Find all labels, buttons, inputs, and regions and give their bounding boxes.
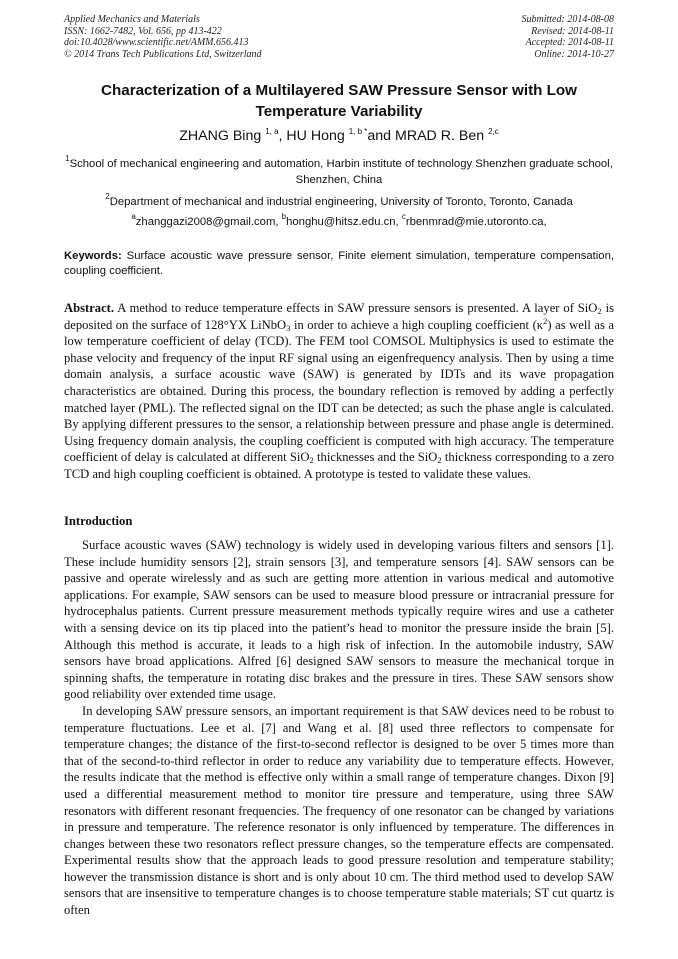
subscript: 2: [597, 306, 602, 316]
author-2: HU Hong: [286, 128, 349, 144]
affiliation-1-number: 1: [65, 154, 70, 163]
author-1: ZHANG Bing: [179, 128, 266, 144]
paragraph: In developing SAW pressure sensors, an important requirement is that SAW devices need to be robust to temperature fluctuations. Lee et al. [7] and Wang et al. [8] used three reflectors to compensate for temperature changes; the distance of the first-to-second reflector is designed to be over 5 times more than that of the second-to-third reflector in order to reduce any variability due to temperature effects. However, the results indicate that the method is effective only within a small range of temperature changes. Dixon [9] used a differential measurement method to monitor tire pressure and temperature, using three SAW resonators with different resonant frequencies. The frequency of one resonator can be changed by variations in pressure and temperature. The reference resonator is only influenced by temperature. The differences in changes between these two resonators reflect pressure changes, so the temperature effects are compensated. Experimental results show that the approach leads to good pressure resolution and temperature stability; however the transmission distance is short and is only about 10 cm. The third method used to develop SAW sensors that are insensitive to temperature changes is to choose temperature stable materials; ST cut quartz is often: [64, 703, 614, 918]
online-date: Online: 2014-10-27: [534, 48, 614, 60]
revised-date: Revised: 2014-08-11: [531, 25, 614, 37]
keywords: [64, 249, 614, 278]
abstract: [64, 300, 614, 483]
issn: ISSN: 1662-7482, Vol. 656, pp 413-422: [64, 25, 222, 37]
section-heading-introduction: Introduction: [64, 514, 133, 528]
author-list: [64, 127, 614, 145]
journal-name: Applied Mechanics and Materials: [64, 14, 200, 25]
author-2-affil: 1, b *: [348, 127, 368, 136]
author-3-affil: 2,c: [488, 127, 499, 136]
subscript: 2: [309, 455, 314, 466]
email-2-mark: b: [281, 212, 287, 221]
abstract-text: in order to achieve a high coupling coefficient (κ: [290, 317, 544, 332]
email-2[interactable]: honghu@hitsz.edu.cn,: [286, 216, 402, 228]
keywords-label: Keywords:: [64, 250, 122, 262]
author-1-affil: 1, a: [265, 127, 279, 136]
abstract-text: A method to reduce temperature effects in SAW pressure sensors is presented. A layer of SiO: [114, 301, 598, 315]
subscript: 2: [437, 455, 442, 466]
affiliation-2: [64, 194, 614, 210]
superscript: 2: [543, 315, 548, 326]
email-list: [64, 214, 614, 230]
email-1-mark: a: [131, 212, 136, 221]
subscript: 3: [286, 322, 291, 333]
abstract-text: ) as well as a low temperature coefficient of delay (TCD). The FEM tool COMSOL Multiphysics is used to estimate the phase velocity and frequency of the input RF signal using an eigenfrequency analysis. Then by using a time domain analysis, a surface acoustic wave (SAW) is generated by IDTs and its wave propagation characteristics are obtained. During this process, the boundary reflection is removed by adding a perfectly matched layer (PML). The reflected signal on the IDT can be detected; as such the phase angle is calculated. By applying different pressures to the sensor, a relationship between pressure and phase angle is determined. Using frequency domain analysis, the coupling coefficient is computed with high accuracy. The temperature coefficient of delay is calculated at different SiO: [64, 317, 614, 465]
paragraph: Surface acoustic waves (SAW) technology is widely used in developing various filters and sensors [1]. These include humidity sensors [2], strain sensors [3], and temperature sensors [4]. SAW sensors can be passive and operate wirelessly and as such are getting more attention in various medical and automotive applications. For example, SAW sensors can be used to measure blood pressure or intracranial pressure for hydrocephalus patients. Current pressure measurement methods typically require wires and use a catheter with a sensing device on its tip placed into the patient’s head to monitor the pressure inside the brain [5]. Although this method is accurate, it leads to a high risk of infection. In the automobile industry, SAW sensors have broad applications. Alfred [6] designed SAW sensors to measure the mechanical torque in spinning shafts, the temperature in rotating disc brakes and the pressure in tires. These SAW sensors show good reliability over extended time usage.: [64, 538, 614, 702]
dates-info: [522, 14, 615, 60]
email-3-mark: c: [401, 212, 406, 221]
copyright: © 2014 Trans Tech Publications Ltd, Switzerland: [64, 48, 262, 60]
keywords-text: Surface acoustic wave pressure sensor, Finite element simulation, temperature compensation, coupling coefficient.: [64, 250, 614, 277]
affiliation-1-text: School of mechanical engineering and automation, Harbin institute of technology Shenzhen graduate school, Shenzhen, China: [69, 158, 613, 186]
doi: doi:10.4028/www.scientific.net/AMM.656.413: [64, 37, 249, 48]
affiliation-2-text: Department of mechanical and industrial engineering, University of Toronto, Toronto, Canada: [109, 196, 573, 208]
affiliation-2-number: 2: [105, 192, 110, 201]
email-1[interactable]: zhanggazi2008@gmail.com,: [135, 216, 282, 228]
abstract-text: thicknesses and the SiO: [313, 450, 438, 465]
accepted-date: Accepted: 2014-08-11: [525, 37, 614, 48]
author-sep: ,: [278, 128, 287, 144]
author-sep: and: [367, 128, 396, 144]
introduction-body: [64, 537, 614, 919]
journal-info: [64, 14, 262, 60]
paper-title: Characterization of a Multilayered SAW Pressure Sensor with Low Temperature Variability: [101, 82, 577, 120]
abstract-text: is deposited on the surface of 128°YX LiNbO: [64, 301, 614, 332]
abstract-label: Abstract.: [64, 301, 115, 315]
author-3: MRAD R. Ben: [395, 128, 489, 144]
abstract-text: thickness corresponding to a zero TCD and high coupling coefficient is obtained. A prototype is tested to validate these values.: [64, 450, 614, 481]
email-3[interactable]: rbenmrad@mie.utoronto.ca,: [405, 216, 547, 228]
affiliation-1: [64, 156, 614, 188]
submitted-date: Submitted: 2014-08-08: [521, 14, 614, 25]
